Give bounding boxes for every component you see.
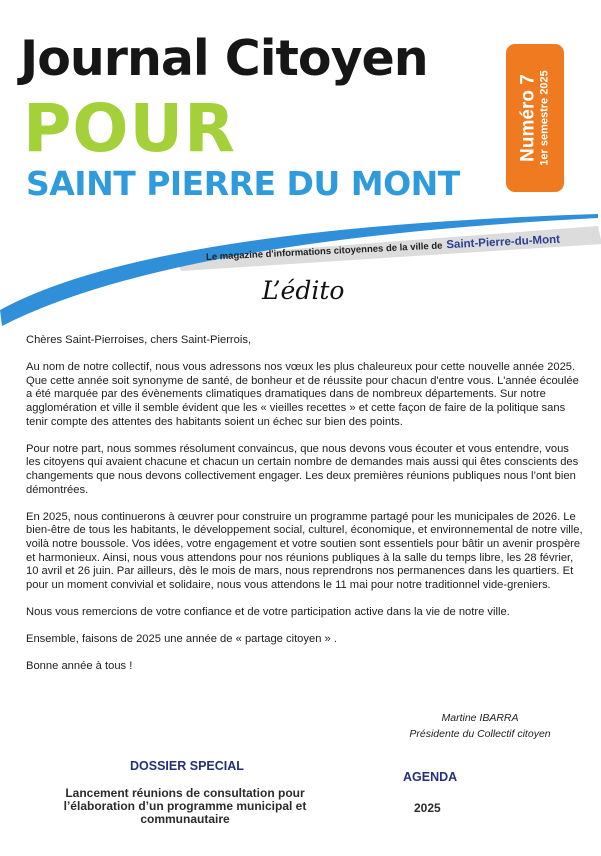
edito-body	[26, 334, 586, 687]
issue-badge-text	[518, 70, 551, 165]
blue-swoosh	[0, 214, 598, 326]
edito-paragraph: Ensemble, faisons de 2025 une année de « partage citoyen » .	[26, 633, 337, 646]
dossier-special-title: DOSSIER SPECIAL	[130, 759, 244, 773]
edito-paragraph: Au nom de notre collectif, nous vous adressons nos vœux les plus chaleureux pour cette nouvelle année 2025. Que cette année soit synonyme de santé, de bonheur et de réussite pour chacun d'entre vous. L'année écoulée a été marquée par des évènements climatiques dramatiques dans de nombreux départements. Sur notre agglomération et ville il semble évident que les « vieilles recettes » et cette façon de faire de la politique sans tenir compte des attentes des habitants soient un échec sur bien des points.	[26, 361, 579, 428]
issue-number: Numéro 7	[517, 74, 539, 162]
issue-semester: 1er semestre 2025	[538, 70, 551, 166]
title-pour: POUR	[23, 90, 236, 167]
edito-greeting: Chères Saint-Pierroises, chers Saint-Pierrois,	[26, 334, 252, 346]
header-swoosh	[0, 200, 601, 330]
issue-badge	[506, 44, 564, 192]
edito-paragraph: Pour notre part, nous sommes résolument convaincus, que nous devons vous écouter et vous entendre, vous les citoyens qui avaient chacune et chacun un certain nombre de demandes mais aussi qui êtes conscients des changements que nous devons collectivement engager. Les deux premières réunions publiques nous l’ont bien démontrées.	[26, 442, 579, 496]
edito-paragraph: Nous vous remercions de votre confiance et de votre participation active dans la vie de notre ville.	[26, 605, 510, 618]
edito-paragraph: En 2025, nous continuerons à œuvrer pour construire un programme partagé pour les municipales de 2026. Le bien-être de tous les habitants, le développement social, culturel, économique, et environnemental de notre ville, voilà notre boussole. Vos idées, votre engagement et votre soutien sont essentiels pour bâtir un avenir prospère et harmonieux. Ainsi, nous vous attendons pour nos réunions publiques à la salle du temps libre, les 28 février, 10 avril et 26 juin. Par ailleurs, dès le mois de mars, nous reprendrons nos permanences dans les quartiers. Et pour un moment convivial et solidaire, nous vous attendons le 11 mai pour notre traditionnel vide-greniers.	[26, 510, 583, 591]
signature-role: Présidente du Collectif citoyen	[409, 728, 551, 740]
dossier-special-description: Lancement réunions de consultation pour l’élaboration d’un programme municipal et communautaire	[63, 786, 307, 826]
signature	[380, 710, 580, 742]
edito-closing: Bonne année à tous !	[26, 660, 133, 673]
tagline-text: Le magazine d'informations citoyennes de la ville de	[205, 240, 443, 263]
tagline-town: Saint-Pierre-du-Mont	[446, 233, 561, 252]
journal-title: Journal Citoyen	[20, 30, 428, 87]
signature-name: Martine IBARRA	[441, 712, 519, 724]
edito-heading: L’édito	[262, 276, 345, 305]
agenda-title: AGENDA	[403, 770, 458, 784]
agenda-year: 2025	[414, 801, 441, 815]
title-city-name: SAINT PIERRE DU MONT	[26, 164, 460, 203]
